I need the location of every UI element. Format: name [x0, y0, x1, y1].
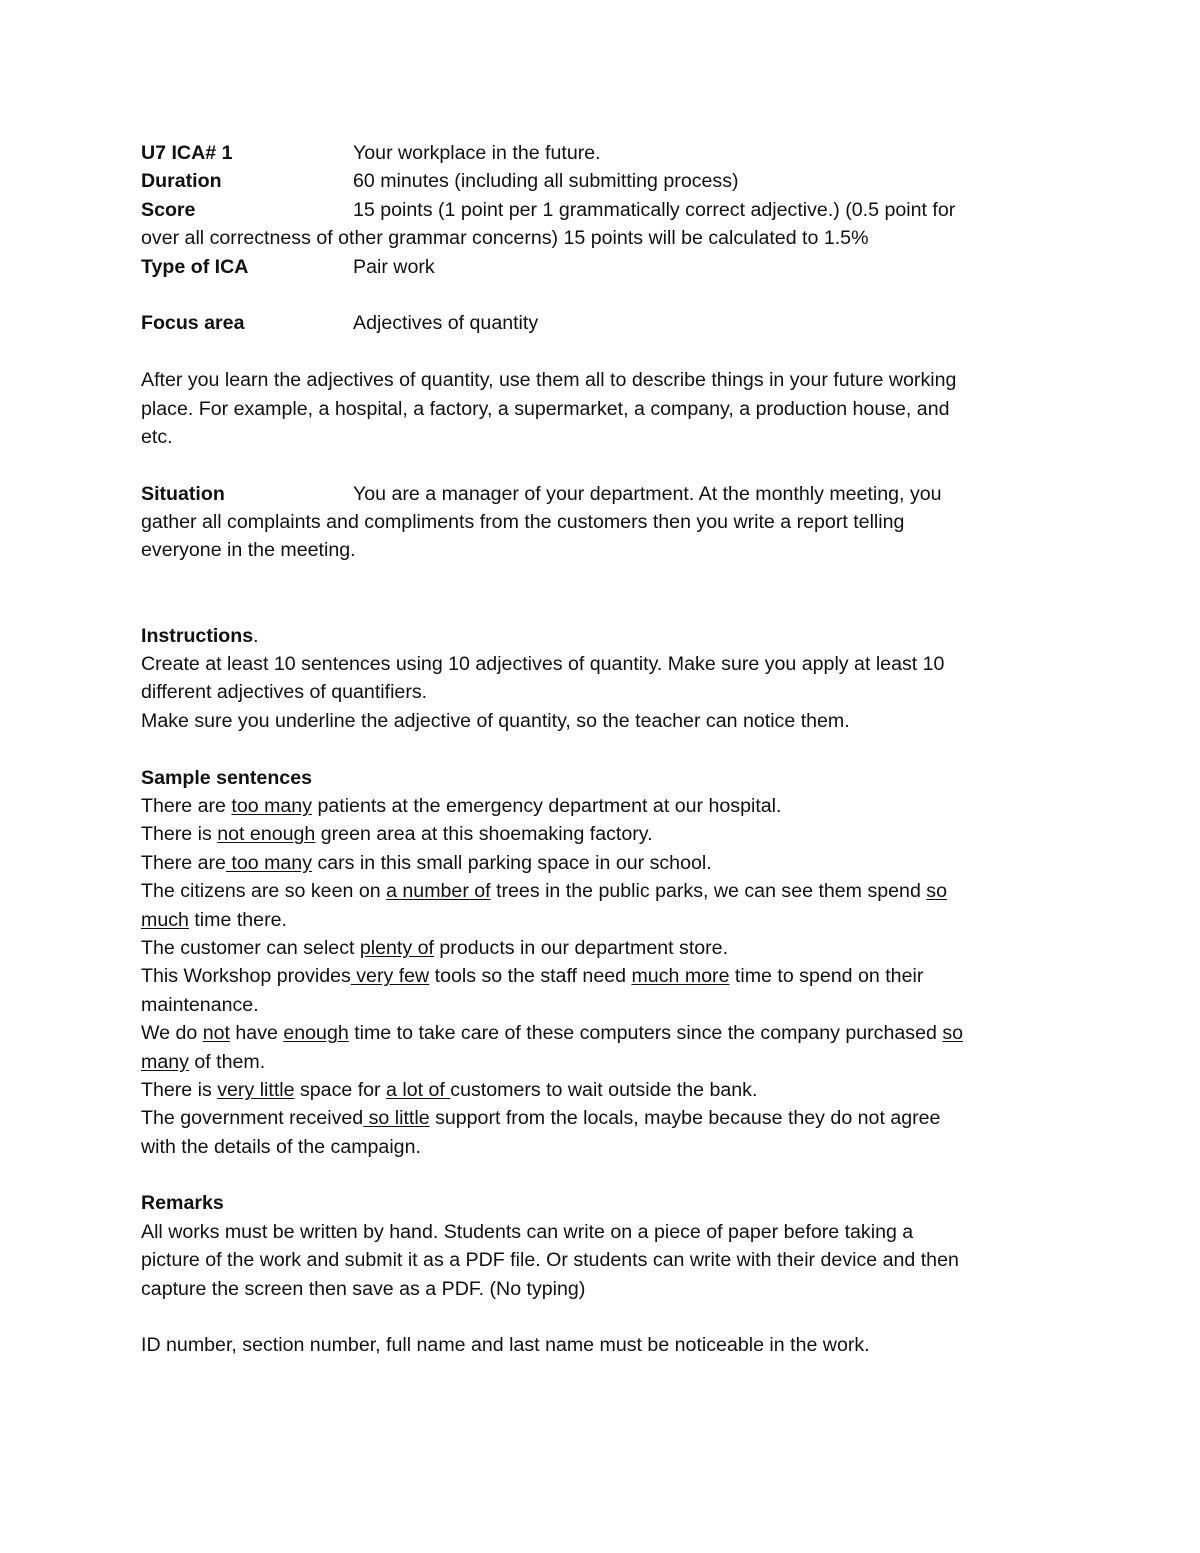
- sentence-text: cars in this small parking space in our school.: [312, 851, 712, 874]
- heading-dot: .: [253, 624, 259, 647]
- sample-sentence-line: [141, 991, 1071, 1019]
- sentence-text: space for: [294, 1078, 387, 1101]
- situation-line: everyone in the meeting.: [141, 539, 356, 562]
- sentence-text: have: [229, 1022, 284, 1045]
- remarks-note: ID number, section number, full name and last name must be noticeable in the work.: [141, 1334, 870, 1357]
- ica-label: U7 ICA# 1: [141, 142, 233, 164]
- sentence-text: time to take care of these computers since the company purchased: [348, 1022, 943, 1045]
- underlined-quantifier: so: [926, 880, 947, 903]
- document-page: [141, 139, 1071, 1360]
- focus-row: [141, 309, 1071, 337]
- intro-line: place. For example, a hospital, a factory, a supermarket, a company, a production house, and: [141, 397, 950, 420]
- sample-sentence-line: [141, 877, 1071, 905]
- sample-sentence-line: [141, 906, 1071, 934]
- sentence-text: patients at the emergency department at our hospital.: [312, 794, 782, 817]
- sentence-text: of them.: [188, 1050, 266, 1073]
- remarks-heading: Remarks: [141, 1192, 224, 1215]
- ica-title: Your workplace in the future.: [353, 142, 601, 164]
- underlined-quantifier: much: [141, 908, 189, 931]
- sample-sentence-line: [141, 1076, 1071, 1104]
- sample-sentences: [141, 792, 1071, 1161]
- sentence-text: This Workshop provides: [141, 965, 351, 988]
- sentence-text: There are: [141, 794, 232, 817]
- underlined-quantifier: too many: [231, 794, 313, 817]
- underlined-quantifier: so: [942, 1022, 964, 1045]
- situation-row: [141, 480, 1071, 508]
- sentence-text: trees in the public parks, we can see them spend: [490, 880, 927, 903]
- sentence-text: time to spend on their: [729, 965, 924, 988]
- sentence-text: products in our department store.: [433, 936, 729, 959]
- sample-sentence-line: [141, 792, 1071, 820]
- situation-text: You are a manager of your department. At the monthly meeting, you: [353, 482, 942, 505]
- instructions-line: Create at least 10 sentences using 10 adjectives of quantity. Make sure you apply at least 10: [141, 653, 945, 676]
- score-value: 15 points (1 point per 1 grammatically correct adjective.) (0.5 point for: [353, 198, 956, 221]
- instructions-line: different adjectives of quantifiers.: [141, 681, 428, 704]
- sentence-text: The government received: [141, 1107, 364, 1130]
- sample-sentence-line: [141, 820, 1071, 848]
- underlined-quantifier: a number of: [386, 880, 491, 903]
- sentence-text: We do: [141, 1022, 203, 1045]
- underlined-quantifier: so little: [363, 1107, 430, 1130]
- sample-sentence-line: [141, 962, 1071, 990]
- type-label: Type of ICA: [141, 255, 249, 278]
- sentence-text: The citizens are so keen on: [141, 880, 387, 903]
- underlined-quantifier: plenty of: [359, 936, 434, 959]
- focus-value: Adjectives of quantity: [353, 312, 539, 335]
- type-row: [141, 253, 1071, 281]
- samples-heading: Sample sentences: [141, 766, 312, 789]
- focus-label: Focus area: [141, 312, 245, 335]
- underlined-quantifier: not: [202, 1022, 230, 1045]
- sentence-text: with the details of the campaign.: [141, 1135, 421, 1158]
- sentence-text: customers to wait outside the bank.: [450, 1078, 758, 1101]
- score-label: Score: [141, 198, 196, 221]
- sample-sentence-line: [141, 1048, 1071, 1076]
- duration-row: [141, 167, 1071, 195]
- sentence-text: maintenance.: [141, 993, 259, 1016]
- intro-line: After you learn the adjectives of quantity, use them all to describe things in your future working: [141, 369, 957, 392]
- underlined-quantifier: a lot of: [386, 1078, 451, 1101]
- duration-label: Duration: [141, 170, 222, 193]
- underlined-quantifier: enough: [283, 1022, 349, 1045]
- sentence-text: The customer can select: [141, 936, 360, 959]
- instructions-line: Make sure you underline the adjective of quantity, so the teacher can notice them.: [141, 709, 850, 732]
- sentence-text: support from the locals, maybe because they do not agree: [429, 1107, 941, 1130]
- sample-sentence-line: [141, 1019, 1071, 1047]
- remarks-line: All works must be written by hand. Students can write on a piece of paper before taking a: [141, 1220, 914, 1243]
- intro-line: etc.: [141, 425, 173, 448]
- remarks-line: picture of the work and submit it as a PDF file. Or students can write with their device and then: [141, 1249, 959, 1272]
- sample-sentence-line: [141, 849, 1071, 877]
- instructions-heading-row: [141, 622, 1071, 650]
- underlined-quantifier: too many: [225, 851, 312, 874]
- sentence-text: tools so the staff need: [429, 965, 632, 988]
- sample-sentence-line: [141, 1133, 1071, 1161]
- sentence-text: time there.: [188, 908, 287, 931]
- remarks-line: capture the screen then save as a PDF. (No typing): [141, 1277, 586, 1300]
- sample-sentence-line: [141, 1104, 1071, 1132]
- underlined-quantifier: not enough: [217, 823, 316, 846]
- score-row: [141, 196, 1071, 224]
- situation-line: gather all complaints and compliments from the customers then you write a report telling: [141, 511, 905, 534]
- underlined-quantifier: very little: [217, 1078, 295, 1101]
- underlined-quantifier: very few: [350, 965, 430, 988]
- type-value: Pair work: [353, 255, 435, 278]
- situation-label: Situation: [141, 482, 225, 505]
- underlined-quantifier: much more: [631, 965, 730, 988]
- instructions-heading: Instructions: [141, 624, 254, 647]
- duration-value: 60 minutes (including all submitting process): [353, 170, 739, 193]
- ica-row: [141, 139, 1071, 167]
- sample-sentence-line: [141, 934, 1071, 962]
- sentence-text: green area at this shoemaking factory.: [315, 823, 653, 846]
- sentence-text: There is: [141, 1078, 218, 1101]
- underlined-quantifier: many: [141, 1050, 189, 1073]
- sentence-text: There is: [141, 823, 218, 846]
- score-value-continued: over all correctness of other grammar concerns) 15 points will be calculated to 1.5%: [141, 227, 869, 250]
- sentence-text: There are: [141, 851, 226, 874]
